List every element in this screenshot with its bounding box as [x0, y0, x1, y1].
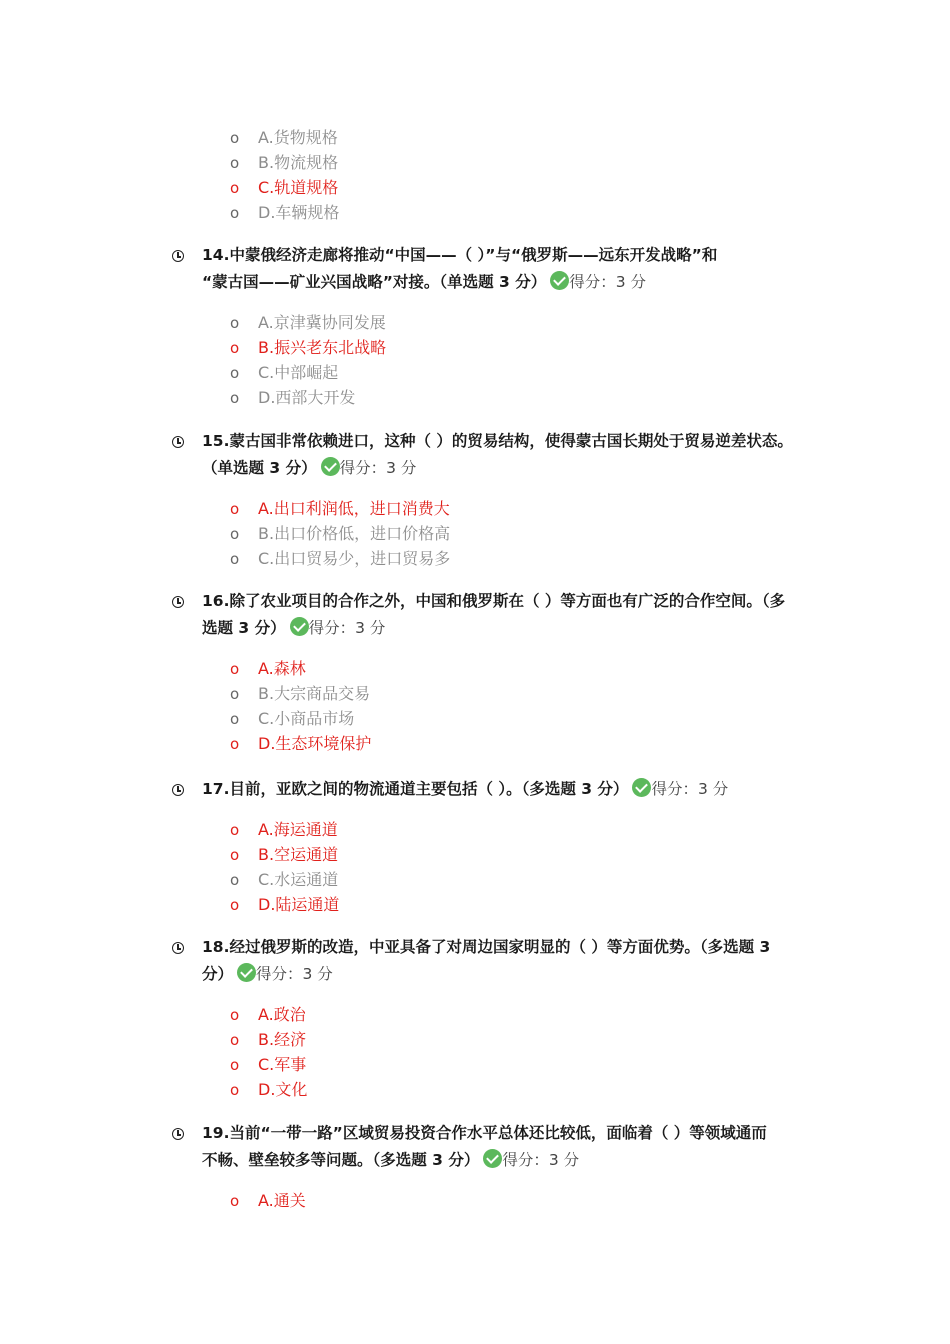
bullet: o — [230, 1081, 240, 1099]
bullet: o — [230, 525, 240, 543]
quiz-results-page: o A.货物规格 o B.物流规格 o C.轨道规格 o D.车辆规格 14.中蒙俄经济走廊将推动“中国——（ ）”与“俄罗斯——远东开发战略”和 “蒙古国——矿业兴国战略”对接。（单选题 3 分） 得分：3 分 o A.京津冀协同发展 o B.振兴老东北战略 o C.中部崛起 o D.西部大开发 15.蒙古国非常依赖进口，这种（ ）的贸易结构，使得蒙古国长期处于贸易逆差状态。 （单选题 3 分） 得分：3 分 o A.出口利润低，进口消费大 o B.出口价格低，进口价格高 o C.出口贸易少，进口贸易多 16.除了农业项目的合作之外，中国和俄罗斯在（ ）等方面也有广泛的合作空间。（多 选题 3 分） 得分：3 分 o A.森林 o B.大宗商品交易 o C.小商品市场 o D.生态环境保护 17.目前，亚欧之间的物流通道主要包括（ ）。（多选题 3 分） 得分：3 分 o A.海运通道 o B.空运通道 o C.水运通道 o D.陆运通道 18.经过俄罗斯的改造，中亚具备了对周边国家明显的（ ）等方面优势。（多选题 3 分） 得分：3 分 o A.政治 o B.经济 o C.军事 o D.文化 19.当前“一带一路”区域贸易投资合作水平总体还比较低，面临着（ ）等领域通而 不畅、壁垒较多等问题。（多选题 3 分） 得分：3 分 o A.通关 — [0, 0, 950, 1344]
question-text-cont: 分） 得分：3 分 — [202, 965, 333, 983]
score-label: 得分：3 分 — [339, 459, 417, 477]
bullet: o — [230, 179, 240, 197]
question-text: 16.除了农业项目的合作之外，中国和俄罗斯在（ ）等方面也有广泛的合作空间。（多 — [202, 592, 786, 610]
bullet: o — [230, 710, 240, 728]
question-text-cont: “蒙古国——矿业兴国战略”对接。（单选题 3 分） 得分：3 分 — [202, 273, 646, 291]
bullet: o — [230, 1031, 240, 1049]
check-icon — [290, 617, 309, 636]
question-text: 15.蒙古国非常依赖进口，这种（ ）的贸易结构，使得蒙古国长期处于贸易逆差状态。 — [202, 432, 793, 450]
bullet: o — [230, 871, 240, 889]
question-text: 17.目前，亚欧之间的物流通道主要包括（ ）。（多选题 3 分） 得分：3 分 — [202, 780, 729, 798]
question-text-cont: （单选题 3 分） 得分：3 分 — [202, 459, 417, 477]
clock-icon — [172, 596, 184, 608]
clock-icon — [172, 250, 184, 262]
bullet: o — [230, 896, 240, 914]
score-label: 得分：3 分 — [308, 619, 386, 637]
score-label: 得分：3 分 — [502, 1151, 580, 1169]
bullet: o — [230, 1192, 240, 1210]
check-icon — [550, 271, 569, 290]
question-text: 19.当前“一带一路”区域贸易投资合作水平总体还比较低，面临着（ ）等领域通而 — [202, 1124, 767, 1142]
bullet: o — [230, 364, 240, 382]
bullet: o — [230, 735, 240, 753]
check-icon — [632, 778, 651, 797]
check-icon — [321, 457, 340, 476]
clock-icon — [172, 942, 184, 954]
clock-icon — [172, 436, 184, 448]
bullet: o — [230, 550, 240, 568]
check-icon — [483, 1149, 502, 1168]
bullet: o — [230, 821, 240, 839]
bullet: o — [230, 389, 240, 407]
question-text-cont: 不畅、壁垒较多等问题。（多选题 3 分） 得分：3 分 — [202, 1151, 580, 1169]
bullet: o — [230, 500, 240, 518]
bullet: o — [230, 685, 240, 703]
bullet: o — [230, 314, 240, 332]
bullet: o — [230, 154, 240, 172]
score-label: 得分：3 分 — [256, 965, 333, 983]
score-label: 得分：3 分 — [651, 780, 729, 798]
question-text: 14.中蒙俄经济走廊将推动“中国——（ ）”与“俄罗斯——远东开发战略”和 — [202, 246, 718, 264]
question-text-cont: 选题 3 分） 得分：3 分 — [202, 619, 386, 637]
clock-icon — [172, 784, 184, 796]
clock-icon — [172, 1128, 184, 1140]
question-text: 18.经过俄罗斯的改造，中亚具备了对周边国家明显的（ ）等方面优势。（多选题 3 — [202, 938, 771, 956]
score-label: 得分：3 分 — [569, 273, 646, 291]
bullet: o — [230, 846, 240, 864]
bullet: o — [230, 204, 240, 222]
bullet: o — [230, 1056, 240, 1074]
bullet: o — [230, 1006, 240, 1024]
bullet: o — [230, 339, 240, 357]
bullet: o — [230, 660, 240, 678]
bullet: o — [230, 129, 240, 147]
check-icon — [237, 963, 256, 982]
